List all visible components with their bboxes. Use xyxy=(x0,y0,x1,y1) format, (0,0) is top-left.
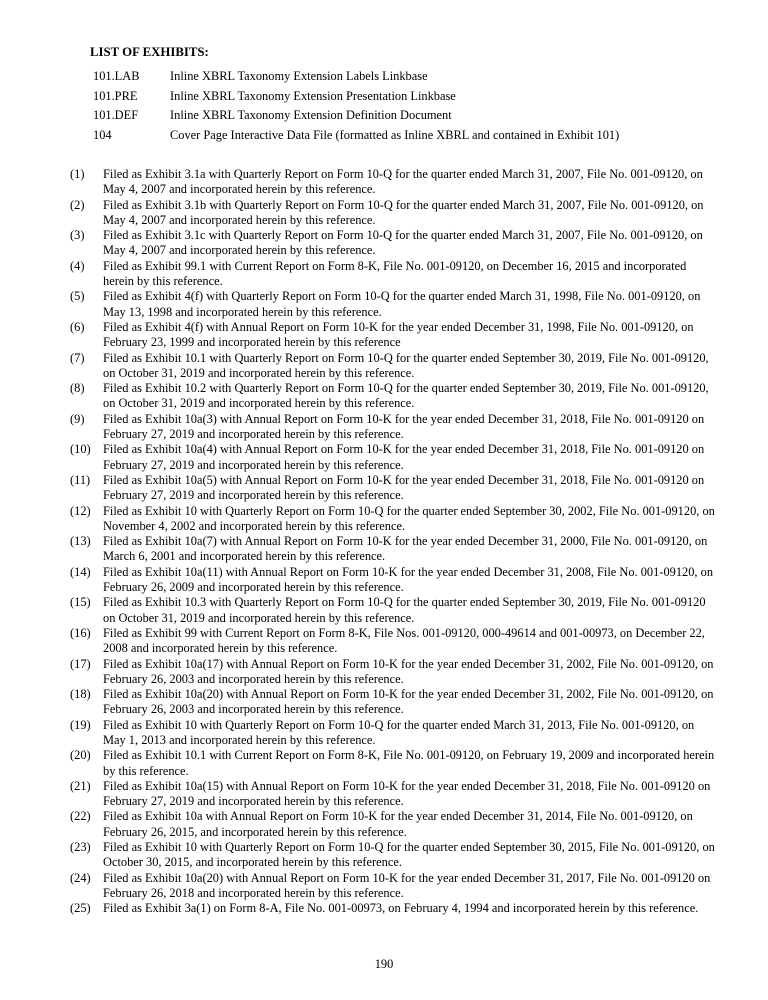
exhibit-description: Inline XBRL Taxonomy Extension Presentation Linkbase xyxy=(170,88,456,103)
footnote-text: Filed as Exhibit 10a(5) with Annual Report on Form 10-K for the year ended December 31, 2018, File No. 001-09120 on February 27, 2019 and incorporated herein by this reference. xyxy=(103,472,705,503)
exhibit-description: Cover Page Interactive Data File (formatted as Inline XBRL and contained in Exhibit 101) xyxy=(170,127,620,142)
exhibit-number: 101.PRE xyxy=(93,88,138,103)
footnote-number: (12) xyxy=(70,503,91,518)
footnote-text: Filed as Exhibit 99.1 with Current Report on Form 8-K, File No. 001-09120, on December 16, 2015 and incorporated herein by this reference. xyxy=(103,258,687,289)
footnote-item xyxy=(70,718,715,749)
footnote-text: Filed as Exhibit 10a(17) with Annual Report on Form 10-K for the year ended December 31, 2002, File No. 001-09120, on February 26, 2003 and incorporated herein by this reference. xyxy=(103,656,714,686)
footnote-item xyxy=(70,748,715,779)
exhibit-row xyxy=(93,126,715,146)
exhibit-number: 101.LAB xyxy=(93,69,140,83)
footnote-number: (14) xyxy=(70,564,91,579)
footnote-item xyxy=(70,595,715,626)
footnote-text: Filed as Exhibit 4(f) with Annual Report on Form 10-K for the year ended December 31, 1998, File No. 001-09120, on February 23, 1999 and incorporated herein by this reference xyxy=(103,319,694,350)
footnote-item xyxy=(70,198,715,229)
footnote-item xyxy=(70,259,715,290)
footnote-number: (13) xyxy=(70,534,91,549)
footnote-number: (15) xyxy=(70,595,91,610)
exhibit-list xyxy=(93,67,715,145)
footnote-number: (6) xyxy=(70,319,85,334)
footnote-item xyxy=(70,565,715,596)
footnote-text: Filed as Exhibit 3.1c with Quarterly Report on Form 10-Q for the quarter ended March 31, 2007, File No. 001-09120, on May 4, 2007 and incorporated herein by this reference. xyxy=(103,228,703,258)
footnote-number: (2) xyxy=(70,197,85,212)
footnote-item xyxy=(70,320,715,351)
footnote-item xyxy=(70,381,715,412)
footnote-text: Filed as Exhibit 10a(7) with Annual Report on Form 10-K for the year ended December 31, 2000, File No. 001-09120, on March 6, 2001 and incorporated herein by this reference. xyxy=(103,534,708,564)
footnote-number: (9) xyxy=(70,411,85,426)
exhibit-description: Inline XBRL Taxonomy Extension Labels Linkbase xyxy=(170,69,428,83)
footnote-number: (1) xyxy=(70,167,85,181)
footnote-text: Filed as Exhibit 3.1a with Quarterly Report on Form 10-Q for the quarter ended March 31, 2007, File No. 001-09120, on May 4, 2007 and incorporated herein by this reference. xyxy=(103,167,703,197)
footnote-item xyxy=(70,687,715,718)
exhibit-number: 101.DEF xyxy=(93,108,139,122)
footnote-number: (19) xyxy=(70,717,91,732)
footnote-text: Filed as Exhibit 10a(11) with Annual Report on Form 10-K for the year ended December 31, 2008, File No. 001-09120, on February 26, 2009 and incorporated herein by this reference. xyxy=(103,564,714,595)
footnote-text: Filed as Exhibit 99 with Current Report on Form 8-K, File Nos. 001-09120, 000-49614 and 001-00973, on December 22, 2008 and incorporated herein by this reference. xyxy=(103,625,705,656)
footnote-item xyxy=(70,626,715,657)
exhibit-description: Inline XBRL Taxonomy Extension Definition Document xyxy=(170,108,452,122)
footnote-number: (10) xyxy=(70,442,91,457)
footnote-item xyxy=(70,473,715,504)
footnote-item xyxy=(70,167,715,198)
footnote-list xyxy=(70,167,715,917)
footnote-number: (11) xyxy=(70,472,91,487)
footnote-item xyxy=(70,504,715,535)
footnote-item xyxy=(70,228,715,259)
footnote-text: Filed as Exhibit 3a(1) on Form 8-A, File No. 001-00973, on February 4, 1994 and incorporated herein by this reference. xyxy=(103,901,699,916)
footnote-item xyxy=(70,871,715,902)
footnote-item xyxy=(70,412,715,443)
footnote-text: Filed as Exhibit 10a(3) with Annual Report on Form 10-K for the year ended December 31, 2018, File No. 001-09120 on February 27, 2019 and incorporated herein by this reference. xyxy=(103,411,705,442)
exhibit-number: 104 xyxy=(93,127,112,142)
footnote-text: Filed as Exhibit 10.3 with Quarterly Report on Form 10-Q for the quarter ended September 30, 2019, File No. 001-09120 on October 31, 2019 and incorporated herein by this reference. xyxy=(103,595,706,625)
footnote-number: (20) xyxy=(70,748,91,763)
footnote-item xyxy=(70,840,715,871)
footnote-item xyxy=(70,289,715,320)
footnote-number: (16) xyxy=(70,625,91,640)
footnote-item xyxy=(70,779,715,810)
footnote-number: (24) xyxy=(70,870,91,885)
exhibit-row xyxy=(93,106,715,126)
footnote-number: (8) xyxy=(70,381,85,396)
footnote-number: (18) xyxy=(70,687,91,702)
footnote-text: Filed as Exhibit 10.2 with Quarterly Report on Form 10-Q for the quarter ended September 30, 2019, File No. 001-09120, on October 31, 2019 and incorporated herein by this reference. xyxy=(103,381,709,411)
footnote-item xyxy=(70,442,715,473)
footnote-text: Filed as Exhibit 10.1 with Current Report on Form 8-K, File No. 001-09120, on February 19, 2009 and incorporated herein by this reference. xyxy=(103,748,715,778)
footnote-text: Filed as Exhibit 10 with Quarterly Report on Form 10-Q for the quarter ended March 31, 2013, File No. 001-09120, on May 1, 2013 and incorporated herein by this reference. xyxy=(103,717,695,747)
footnote-number: (4) xyxy=(70,258,85,273)
footnote-text: Filed as Exhibit 10a(4) with Annual Report on Form 10-K for the year ended December 31, 2018, File No. 001-09120 on February 27, 2019 and incorporated herein by this reference. xyxy=(103,442,705,472)
footnote-text: Filed as Exhibit 4(f) with Quarterly Report on Form 10-Q for the quarter ended March 31, 1998, File No. 001-09120, on May 13, 1998 and incorporated herein by this reference. xyxy=(103,289,701,319)
exhibit-row xyxy=(93,67,715,87)
exhibits-heading: LIST OF EXHIBITS: xyxy=(90,45,209,59)
page-number: 190 xyxy=(374,956,394,971)
footnote-number: (25) xyxy=(70,901,91,916)
footnote-item xyxy=(70,809,715,840)
footnote-text: Filed as Exhibit 10a(15) with Annual Report on Form 10-K for the year ended December 31, 2018, File No. 001-09120 on February 27, 2019 and incorporated herein by this reference. xyxy=(103,778,711,809)
footnote-item xyxy=(70,534,715,565)
footnote-text: Filed as Exhibit 3.1b with Quarterly Report on Form 10-Q for the quarter ended March 31, 2007, File No. 001-09120, on May 4, 2007 and incorporated herein by this reference. xyxy=(103,197,704,227)
footnote-text: Filed as Exhibit 10a(20) with Annual Report on Form 10-K for the year ended December 31, 2002, File No. 001-09120, on February 26, 2003 and incorporated herein by this reference. xyxy=(103,687,714,717)
footnote-number: (23) xyxy=(70,840,91,855)
footnote-number: (7) xyxy=(70,350,85,365)
footnote-number: (5) xyxy=(70,289,85,304)
footnote-text: Filed as Exhibit 10a with Annual Report on Form 10-K for the year ended December 31, 2014, File No. 001-09120, on February 26, 2015, and incorporated herein by this reference. xyxy=(103,809,693,839)
footnote-item xyxy=(70,351,715,382)
footnote-number: (3) xyxy=(70,228,85,243)
footnote-text: Filed as Exhibit 10.1 with Quarterly Report on Form 10-Q for the quarter ended September 30, 2019, File No. 001-09120, on October 31, 2019 and incorporated herein by this reference. xyxy=(103,350,709,380)
footnote-item xyxy=(70,901,715,916)
footnote-number: (22) xyxy=(70,809,91,824)
footnote-text: Filed as Exhibit 10a(20) with Annual Report on Form 10-K for the year ended December 31, 2017, File No. 001-09120 on February 26, 2018 and incorporated herein by this reference. xyxy=(103,870,711,900)
footnote-number: (21) xyxy=(70,778,91,793)
footnote-text: Filed as Exhibit 10 with Quarterly Report on Form 10-Q for the quarter ended September 30, 2002, File No. 001-09120, on November 4, 2002 and incorporated herein by this reference. xyxy=(103,503,715,533)
footnote-number: (17) xyxy=(70,656,91,671)
exhibit-row xyxy=(93,87,715,107)
footnote-item xyxy=(70,657,715,688)
footnote-text: Filed as Exhibit 10 with Quarterly Report on Form 10-Q for the quarter ended September 30, 2015, File No. 001-09120, on October 30, 2015, and incorporated herein by this reference. xyxy=(103,840,715,870)
